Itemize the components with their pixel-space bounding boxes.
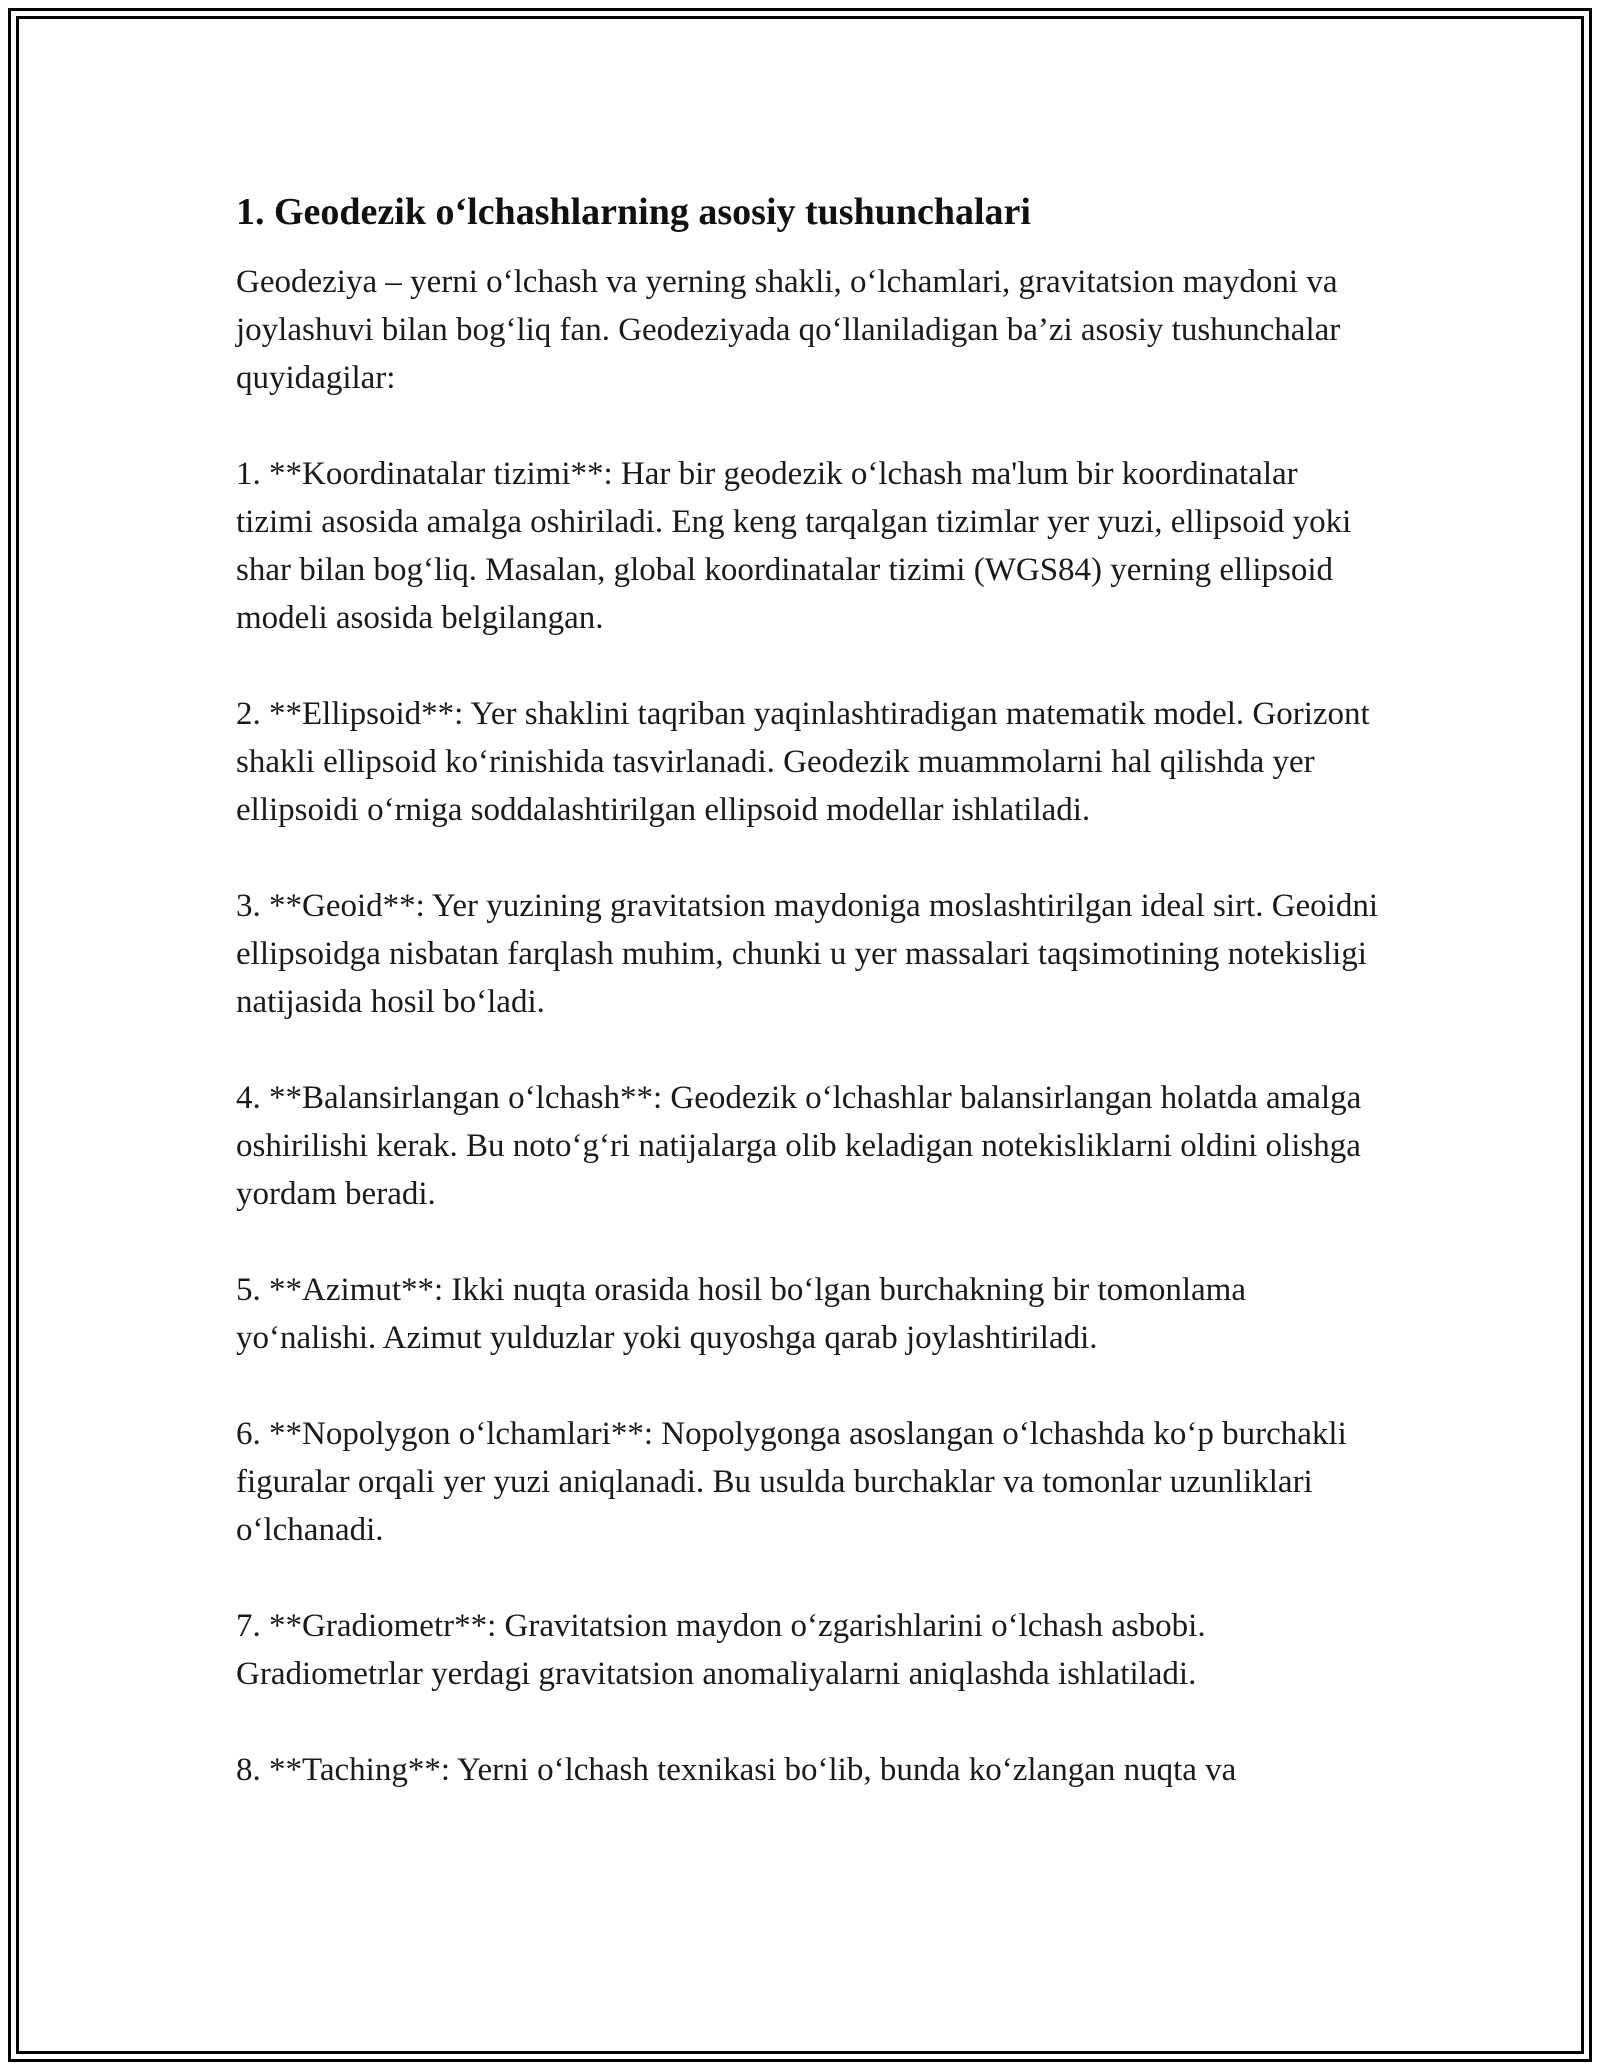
paragraph-azimut: 5. **Azimut**: Ikki nuqta orasida hosil bo‘lgan burchakning bir tomonlama yo‘nalishi. Azimut yulduzlar yoki quyoshga qarab joylashtiriladi. <box>236 1272 1246 1356</box>
document-heading: 1. Geodezik o‘lchashlarning asosiy tushunchalari <box>236 191 1031 233</box>
intro-paragraph: Geodeziya – yerni o‘lchash va yerning shakli, o‘lchamlari, gravitatsion maydoni va joylashuvi bilan bog‘liq fan. Geodeziyada qo‘llaniladigan ba’zi asosiy tushunchalar quyidagilar: <box>236 264 1341 396</box>
paragraph-geoid: 3. **Geoid**: Yer yuzining gravitatsion maydoniga moslashtirilgan ideal sirt. Geoidni ellipsoidga nisbatan farqlash muhim, chunki u yer massalari taqsimotining notekisligi natijasida hosil bo‘ladi. <box>236 888 1379 1020</box>
paragraph-koordinatalar: 1. **Koordinatalar tizimi**: Har bir geodezik o‘lchash ma'lum bir koordinatalar tizimi asosida amalga oshiriladi. Eng keng tarqalgan tizimlar yer yuzi, ellipsoid yoki shar bilan bog‘liq. Masalan, global koordinatalar tizimi (WGS84) yerning ellipsoid modeli asosida belgilangan. <box>236 456 1352 636</box>
paragraph-nopolygon: 6. **Nopolygon o‘lchamlari**: Nopolygonga asoslangan o‘lchashda ko‘p burchakli figuralar orqali yer yuzi aniqlanadi. Bu usulda burchaklar va tomonlar uzunliklari o‘lchanadi. <box>236 1416 1347 1548</box>
paragraph-gradiometr: 7. **Gradiometr**: Gravitatsion maydon o‘zgarishlarini o‘lchash asbobi. Gradiometrlar yerdagi gravitatsion anomaliyalarni aniqlashda ishlatiladi. <box>236 1608 1206 1692</box>
document-body <box>236 188 1381 1842</box>
paragraph-taching: 8. **Taching**: Yerni o‘lchash texnikasi bo‘lib, bunda ko‘zlangan nuqta va <box>236 1752 1237 1788</box>
paragraph-balansirlangan: 4. **Balansirlangan o‘lchash**: Geodezik o‘lchashlar balansirlangan holatda amalga oshirilishi kerak. Bu noto‘g‘ri natijalarga olib keladigan notekisliklarni oldini olishga yordam beradi. <box>236 1080 1362 1212</box>
paragraph-ellipsoid: 2. **Ellipsoid**: Yer shaklini taqriban yaqinlashtiradigan matematik model. Gorizont shakli ellipsoid ko‘rinishida tasvirlanadi. Geodezik muammolarni hal qilishda yer ellipsoidi o‘rniga soddalashtirilgan ellipsoid modellar ishlatiladi. <box>236 696 1370 828</box>
